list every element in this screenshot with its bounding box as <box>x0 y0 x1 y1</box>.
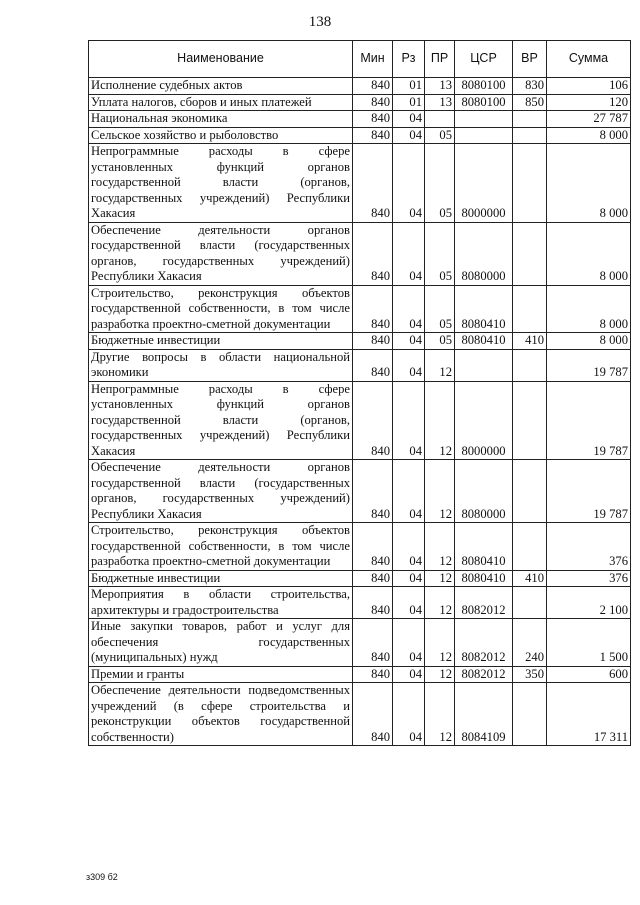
table-row <box>89 144 631 223</box>
cell-sum: 376 <box>547 570 631 587</box>
cell-sum: 1 500 <box>547 619 631 667</box>
cell-vr: 850 <box>513 94 547 111</box>
cell-vr: 830 <box>513 78 547 95</box>
cell-csr: 8080410 <box>455 570 513 587</box>
table-row <box>89 570 631 587</box>
cell-rz: 04 <box>393 144 425 223</box>
cell-name: Бюджетные инвестиции <box>89 333 353 350</box>
cell-pr: 05 <box>425 285 455 333</box>
table-row <box>89 523 631 571</box>
cell-vr <box>513 111 547 128</box>
cell-pr: 12 <box>425 587 455 619</box>
cell-pr: 05 <box>425 333 455 350</box>
cell-rz: 04 <box>393 587 425 619</box>
cell-name: Обеспечение деятельности подведомственных учреждений (в сфере строительства и реконструкции объектов государственной собственности) <box>89 683 353 746</box>
cell-sum: 8 000 <box>547 285 631 333</box>
cell-sum: 17 311 <box>547 683 631 746</box>
table-row <box>89 619 631 667</box>
cell-sum: 2 100 <box>547 587 631 619</box>
cell-vr <box>513 285 547 333</box>
cell-pr <box>425 111 455 128</box>
cell-pr: 13 <box>425 78 455 95</box>
budget-table <box>88 40 631 746</box>
cell-sum: 19 787 <box>547 460 631 523</box>
table-row <box>89 285 631 333</box>
table-row <box>89 222 631 285</box>
cell-sum: 376 <box>547 523 631 571</box>
header-csr: ЦСР <box>455 41 513 78</box>
cell-name: Национальная экономика <box>89 111 353 128</box>
cell-name: Бюджетные инвестиции <box>89 570 353 587</box>
header-rz: Рз <box>393 41 425 78</box>
cell-min: 840 <box>353 333 393 350</box>
cell-csr: 8000000 <box>455 144 513 223</box>
table-body <box>89 78 631 746</box>
cell-rz: 04 <box>393 285 425 333</box>
table-row <box>89 333 631 350</box>
cell-min: 840 <box>353 460 393 523</box>
cell-pr: 12 <box>425 381 455 460</box>
cell-pr: 05 <box>425 144 455 223</box>
table-row <box>89 381 631 460</box>
cell-pr: 12 <box>425 349 455 381</box>
cell-name: Обеспечение деятельности органов государственной власти (государственных органов, государственных учреждений) Республики Хакасия <box>89 460 353 523</box>
cell-name: Иные закупки товаров, работ и услуг для обеспечения государственных (муниципальных) нужд <box>89 619 353 667</box>
cell-pr: 12 <box>425 570 455 587</box>
cell-vr: 410 <box>513 333 547 350</box>
cell-min: 840 <box>353 127 393 144</box>
cell-name: Непрограммные расходы в сфере установленных функций органов государственной власти (органов, государственных учреждений) Республики Хакасия <box>89 144 353 223</box>
table-row <box>89 127 631 144</box>
footer-code: з309 б2 <box>86 872 118 882</box>
header-name: Наименование <box>89 41 353 78</box>
cell-min: 840 <box>353 78 393 95</box>
cell-name: Уплата налогов, сборов и иных платежей <box>89 94 353 111</box>
cell-rz: 04 <box>393 523 425 571</box>
cell-sum: 19 787 <box>547 381 631 460</box>
cell-min: 840 <box>353 570 393 587</box>
header-pr: ПР <box>425 41 455 78</box>
cell-pr: 05 <box>425 222 455 285</box>
cell-min: 840 <box>353 619 393 667</box>
cell-csr: 8084109 <box>455 683 513 746</box>
cell-csr <box>455 111 513 128</box>
cell-csr: 8080410 <box>455 523 513 571</box>
header-min: Мин <box>353 41 393 78</box>
cell-csr: 8080000 <box>455 222 513 285</box>
cell-rz: 04 <box>393 381 425 460</box>
cell-sum: 8 000 <box>547 333 631 350</box>
cell-csr: 8080410 <box>455 333 513 350</box>
cell-csr: 8080100 <box>455 94 513 111</box>
cell-rz: 04 <box>393 570 425 587</box>
cell-rz: 04 <box>393 460 425 523</box>
cell-sum: 19 787 <box>547 349 631 381</box>
cell-vr: 240 <box>513 619 547 667</box>
cell-sum: 120 <box>547 94 631 111</box>
cell-vr <box>513 127 547 144</box>
cell-vr <box>513 587 547 619</box>
cell-name: Строительство, реконструкция объектов государственной собственности, в том числе разработка проектно-сметной документации <box>89 523 353 571</box>
cell-pr: 12 <box>425 619 455 667</box>
cell-name: Сельское хозяйство и рыболовство <box>89 127 353 144</box>
cell-pr: 12 <box>425 523 455 571</box>
cell-sum: 27 787 <box>547 111 631 128</box>
cell-csr: 8080410 <box>455 285 513 333</box>
cell-name: Премии и гранты <box>89 666 353 683</box>
cell-min: 840 <box>353 111 393 128</box>
table-row <box>89 111 631 128</box>
cell-vr: 350 <box>513 666 547 683</box>
cell-rz: 04 <box>393 127 425 144</box>
cell-csr <box>455 127 513 144</box>
cell-csr: 8082012 <box>455 666 513 683</box>
cell-min: 840 <box>353 285 393 333</box>
cell-vr <box>513 349 547 381</box>
cell-rz: 04 <box>393 666 425 683</box>
cell-vr <box>513 523 547 571</box>
table-row <box>89 94 631 111</box>
header-sum: Сумма <box>547 41 631 78</box>
cell-sum: 106 <box>547 78 631 95</box>
cell-pr: 12 <box>425 683 455 746</box>
table-header-row <box>89 41 631 78</box>
cell-min: 840 <box>353 683 393 746</box>
cell-min: 840 <box>353 222 393 285</box>
cell-csr: 8000000 <box>455 381 513 460</box>
cell-vr: 410 <box>513 570 547 587</box>
table-row <box>89 349 631 381</box>
table-row <box>89 683 631 746</box>
cell-csr: 8080100 <box>455 78 513 95</box>
cell-min: 840 <box>353 523 393 571</box>
cell-min: 840 <box>353 144 393 223</box>
cell-vr <box>513 144 547 223</box>
cell-rz: 01 <box>393 94 425 111</box>
cell-vr <box>513 222 547 285</box>
cell-csr: 8080000 <box>455 460 513 523</box>
cell-name: Строительство, реконструкция объектов государственной собственности, в том числе разработка проектно-сметной документации <box>89 285 353 333</box>
cell-vr <box>513 683 547 746</box>
table-row <box>89 666 631 683</box>
cell-min: 840 <box>353 587 393 619</box>
table-row <box>89 460 631 523</box>
cell-rz: 04 <box>393 111 425 128</box>
cell-rz: 01 <box>393 78 425 95</box>
cell-rz: 04 <box>393 333 425 350</box>
cell-pr: 05 <box>425 127 455 144</box>
cell-csr <box>455 349 513 381</box>
cell-min: 840 <box>353 666 393 683</box>
cell-csr: 8082012 <box>455 587 513 619</box>
cell-csr: 8082012 <box>455 619 513 667</box>
cell-vr <box>513 460 547 523</box>
cell-min: 840 <box>353 94 393 111</box>
cell-name: Непрограммные расходы в сфере установленных функций органов государственной власти (органов, государственных учреждений) Республики Хакасия <box>89 381 353 460</box>
cell-sum: 8 000 <box>547 222 631 285</box>
cell-pr: 12 <box>425 666 455 683</box>
cell-min: 840 <box>353 381 393 460</box>
table-row <box>89 78 631 95</box>
table-row <box>89 587 631 619</box>
cell-rz: 04 <box>393 222 425 285</box>
page-number: 138 <box>308 14 332 30</box>
cell-rz: 04 <box>393 349 425 381</box>
cell-vr <box>513 381 547 460</box>
cell-name: Обеспечение деятельности органов государственной власти (государственных органов, государственных учреждений) Республики Хакасия <box>89 222 353 285</box>
cell-pr: 13 <box>425 94 455 111</box>
header-vr: ВР <box>513 41 547 78</box>
cell-name: Другие вопросы в области национальной экономики <box>89 349 353 381</box>
cell-min: 840 <box>353 349 393 381</box>
cell-name: Исполнение судебных актов <box>89 78 353 95</box>
cell-sum: 8 000 <box>547 127 631 144</box>
cell-rz: 04 <box>393 683 425 746</box>
cell-name: Мероприятия в области строительства, архитектуры и градостроительства <box>89 587 353 619</box>
cell-sum: 8 000 <box>547 144 631 223</box>
cell-pr: 12 <box>425 460 455 523</box>
cell-sum: 600 <box>547 666 631 683</box>
cell-rz: 04 <box>393 619 425 667</box>
